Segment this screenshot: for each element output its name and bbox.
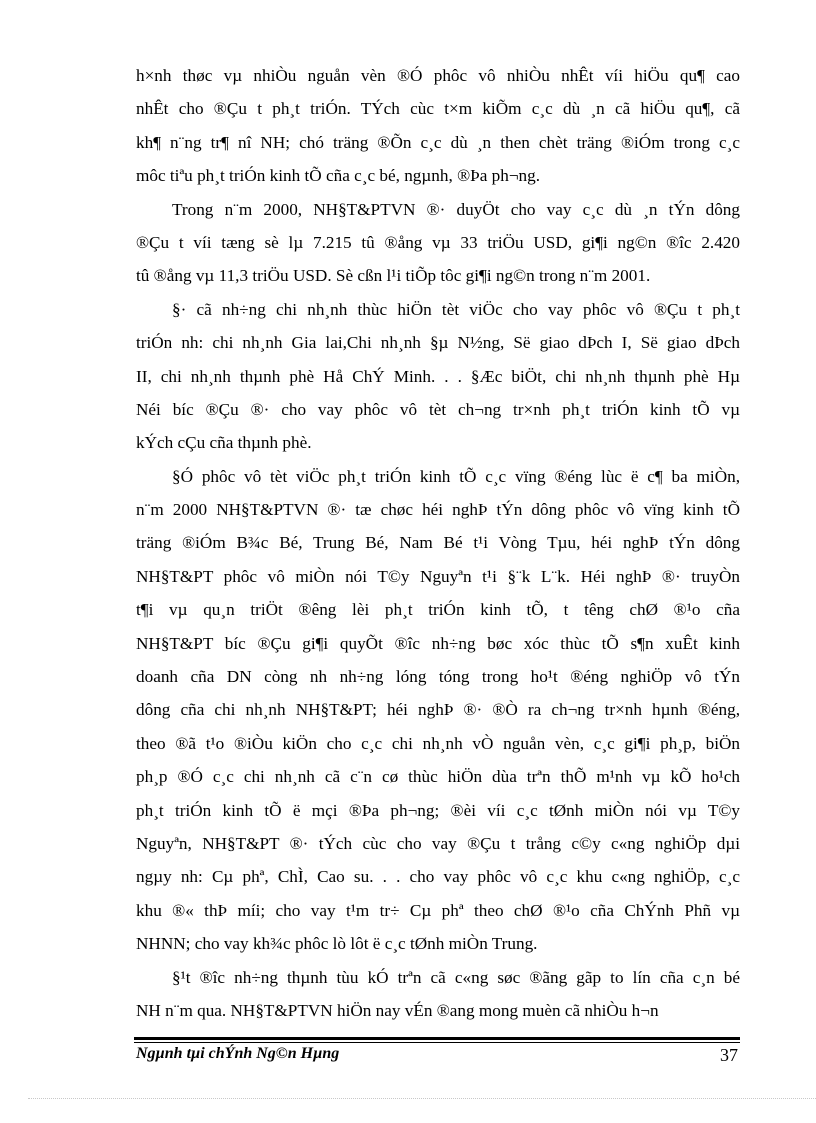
paragraph-4-line-9: theo ®ã t¹o ®iÒu kiÖn cho c¸c chi nh¸nh vÒ nguån vèn, c¸c gi¶i ph¸p, biÖn bbox=[136, 733, 740, 753]
paragraph-4-line-4: NH§T&PT phôc vô miÒn nói T©y Nguyªn t¹i §¨k L¨k. Héi nghÞ ®· truyÒn bbox=[136, 566, 740, 586]
footer-rule-thin bbox=[134, 1042, 740, 1043]
paragraph-1-line-4: môc tiªu ph¸t triÓn kinh tÕ cña c¸c bé, ngµnh, ®Þa ph¬ng. bbox=[136, 166, 540, 186]
paragraph-4-line-7: doanh cña DN còng nh nh÷ng lóng tóng trong ho¹t ®éng nghiÖp vô tÝn bbox=[136, 667, 740, 687]
paragraph-4-line-10: ph¸p ®Ó c¸c chi nh¸nh cã c¨n cø thùc hiÖn dùa trªn thÕ m¹nh vµ kÕ ho¹ch bbox=[136, 767, 740, 787]
paragraph-4-line-11: ph¸t triÓn kinh tÕ ë mçi ®Þa ph¬ng; ®èi víi c¸c tØnh miÒn nói vµ T©y bbox=[136, 800, 740, 820]
footer-rule-thick bbox=[134, 1037, 740, 1040]
paragraph-4-line-6: NH§T&PT bíc ®Çu gi¶i quyÕt ®îc nh÷ng bøc xóc thùc tÕ s¶n xuÊt kinh bbox=[136, 633, 740, 653]
paragraph-5-line-2: NH n¨m qua. NH§T&PTVN hiÖn nay vÉn ®ang mong muèn cã nhiÒu h¬n bbox=[136, 1000, 659, 1020]
paragraph-3-line-3: II, chi nh¸nh thµnh phè Hå ChÝ Minh. . . §Æc biÖt, chi nh¸nh thµnh phè Hµ bbox=[136, 366, 740, 386]
paragraph-4-line-1: §Ó phôc vô tèt viÖc ph¸t triÓn kinh tÕ c¸c vïng ®éng lùc ë c¶ ba miÒn, bbox=[172, 466, 740, 486]
page-number: 37 bbox=[720, 1045, 738, 1065]
paragraph-4-line-15: NHNN; cho vay kh¾c phôc lò lôt ë c¸c tØnh miÒn Trung. bbox=[136, 934, 538, 954]
paragraph-1-line-1: h×nh thøc vµ nhiÒu nguån vèn ®Ó phôc vô nhiÒu nhÊt víi hiÖu qu¶ cao bbox=[136, 66, 740, 85]
paragraph-2-line-3: tû ®ång vµ 11,3 triÖu USD. Sè cßn l¹i tiÕp tôc gi¶i ng©n trong n¨m 2001. bbox=[136, 266, 651, 286]
footer-title: Ngµnh tµi chÝnh Ng©n Hµng bbox=[136, 1045, 340, 1062]
paragraph-3-line-5: kÝch cÇu cña thµnh phè. bbox=[136, 433, 312, 453]
paragraph-5-line-1: §¹t ®îc nh÷ng thµnh tùu kÓ trªn cã c«ng søc ®ãng gãp to lín cña c¸n bé bbox=[172, 967, 740, 987]
paragraph-3-line-2: triÓn nh: chi nh¸nh Gia lai,Chi nh¸nh §µ N½ng, Së giao dÞch I, Së giao dÞch bbox=[136, 333, 740, 353]
paragraph-2-line-2: ®Çu t víi tæng sè lµ 7.215 tû ®ång vµ 33 triÖu USD, gi¶i ng©n ®îc 2.420 bbox=[136, 232, 740, 252]
body-text bbox=[136, 59, 740, 1027]
paragraph-4-line-5: t¶i vµ qu¸n triÖt ®êng lèi ph¸t triÓn kinh tÕ, t têng chØ ®¹o cña bbox=[136, 600, 740, 620]
paragraph-1-line-2: nhÊt cho ®Çu t ph¸t triÓn. TÝch cùc t×m kiÕm c¸c dù ¸n cã hiÖu qu¶, cã bbox=[136, 99, 740, 119]
paragraph-1-line-3: kh¶ n¨ng tr¶ nî NH; chó träng ®Õn c¸c dù ¸n then chèt träng ®iÓm trong c¸c bbox=[136, 132, 740, 152]
paragraph-4-line-8: dông cña chi nh¸nh NH§T&PT; héi nghÞ ®· ®Ò ra ch¬ng tr×nh hµnh ®éng, bbox=[136, 700, 740, 720]
paragraph-3-line-1: §· cã nh÷ng chi nh¸nh thùc hiÖn tèt viÖc cho vay phôc vô ®Çu t ph¸t bbox=[172, 299, 740, 319]
paragraph-4-line-3: träng ®iÓm B¾c Bé, Trung Bé, Nam Bé t¹i Vòng Tµu, héi nghÞ tÝn dông bbox=[136, 533, 740, 553]
paragraph-4-line-14: khu ®« thÞ míi; cho vay t¹m tr÷ Cµ phª theo chØ ®¹o cña ChÝnh Phñ vµ bbox=[136, 900, 740, 920]
paragraph-3-line-4: Néi bíc ®Çu ®· cho vay phôc vô tèt ch¬ng tr×nh ph¸t triÓn kinh tÕ vµ bbox=[136, 399, 740, 419]
paragraph-4-line-13: ngµy nh: Cµ phª, ChÌ, Cao su. . . cho vay phôc vô c¸c khu c«ng nghiÖp, c¸c bbox=[136, 867, 740, 887]
paragraph-2-line-1: Trong n¨m 2000, NH§T&PTVN ®· duyÖt cho vay c¸c dù ¸n tÝn dông bbox=[172, 199, 740, 219]
page-edge-dotted-line bbox=[28, 1098, 816, 1099]
paragraph-4-line-2: n¨m 2000 NH§T&PTVN ®· tæ chøc héi nghÞ tÝn dông phôc vô vïng kinh tÕ bbox=[136, 500, 740, 520]
paragraph-4-line-12: Nguyªn, NH§T&PT ®· tÝch cùc cho vay ®Çu t trång c©y c«ng nghiÖp dµi bbox=[136, 833, 740, 853]
